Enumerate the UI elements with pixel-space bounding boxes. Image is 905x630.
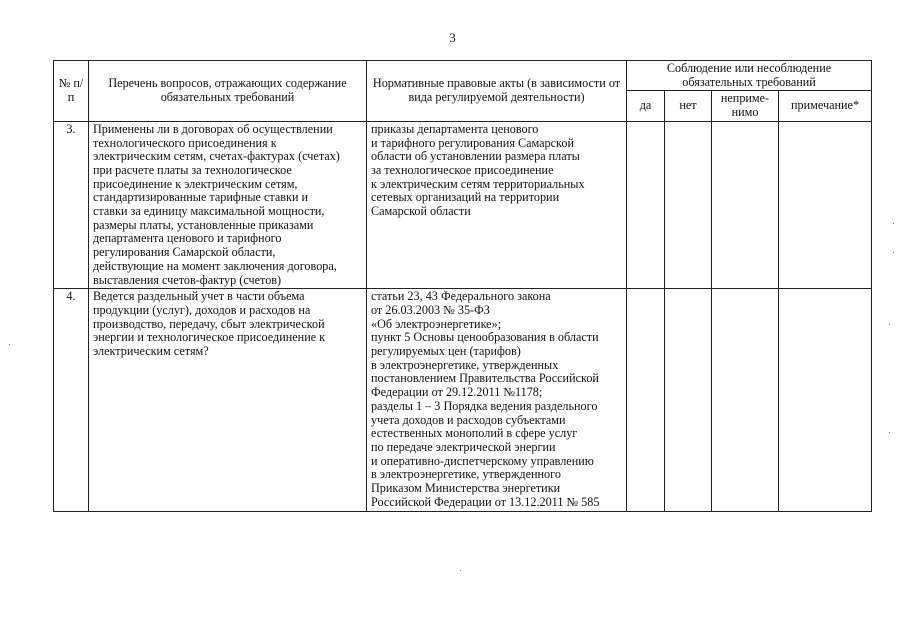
row-number: 3. [54, 121, 89, 288]
row-yes-cell [627, 121, 665, 288]
row-acts: приказы департамента ценового и тарифного регулирования Самарской области об установлении размера платы за технологическое присоединение к электрическим сетям территориальных сетевых организаций на территории Самарской области [367, 121, 627, 288]
page-number: 3 [449, 30, 456, 45]
row-na-cell [712, 121, 779, 288]
row-question: Применены ли в договорах об осуществлении технологического присоединения к электрическим сетям, счетах-фактурах (счетах) при расчете платы за технологическое присоединение к электрическим сетям, стандартизированные тарифные ставки и ставки за единицу максимальной мощности, размеры платы, установленные приказами департамента ценового и тарифного регулирования Самарской области, действующие на момент заключения договора, выставления счетов-фактур (счетов) [89, 121, 367, 288]
header-no: нет [665, 91, 712, 121]
row-na-cell [712, 289, 779, 511]
table-row [54, 289, 872, 511]
header-not-applicable: неприме- нимо [712, 91, 779, 121]
scan-speck [893, 252, 894, 253]
header-note: примечание* [779, 91, 872, 121]
table-row [54, 121, 872, 288]
requirements-table [53, 60, 872, 512]
row-number: 4. [54, 289, 89, 511]
header-questions: Перечень вопросов, отражающих содержание обязательных требований [89, 61, 367, 122]
scan-speck [460, 570, 461, 571]
row-acts: статьи 23, 43 Федерального закона от 26.03.2003 № 35-ФЗ «Об электроэнергетике»; пункт 5 Основы ценообразования в области регулируемых цен (тарифов) в электроэнергетике, утвержденных постановлением Правительства Российской Федерации от 29.12.2011 №1178; разделы 1 – 3 Порядка ведения раздельного учета доходов и расходов субъектами естественных монополий в сфере услуг по передаче электрической энергии и оперативно-диспетчерскому управлению в электроэнергетике, утвержденного Приказом Министерства энергетики Российской Федерации от 13.12.2011 № 585 [367, 289, 627, 511]
header-compliance: Соблюдение или несоблюдение обязательных требований [627, 61, 872, 91]
row-note-cell [779, 289, 872, 511]
row-no-cell [665, 121, 712, 288]
row-question: Ведется раздельный учет в части объема продукции (услуг), доходов и расходов на производство, передачу, сбыт электрической энергии и технологическое присоединение к электрическим сетям? [89, 289, 367, 511]
header-num: № п/п [54, 61, 89, 122]
row-note-cell [779, 121, 872, 288]
row-no-cell [665, 289, 712, 511]
scan-speck [893, 223, 894, 224]
header-yes: да [627, 91, 665, 121]
scan-speck [889, 324, 890, 325]
scan-speck [9, 344, 10, 345]
scan-speck [889, 432, 890, 433]
row-yes-cell [627, 289, 665, 511]
header-acts: Нормативные правовые акты (в зависимости от вида регулируемой деятельности) [367, 61, 627, 122]
